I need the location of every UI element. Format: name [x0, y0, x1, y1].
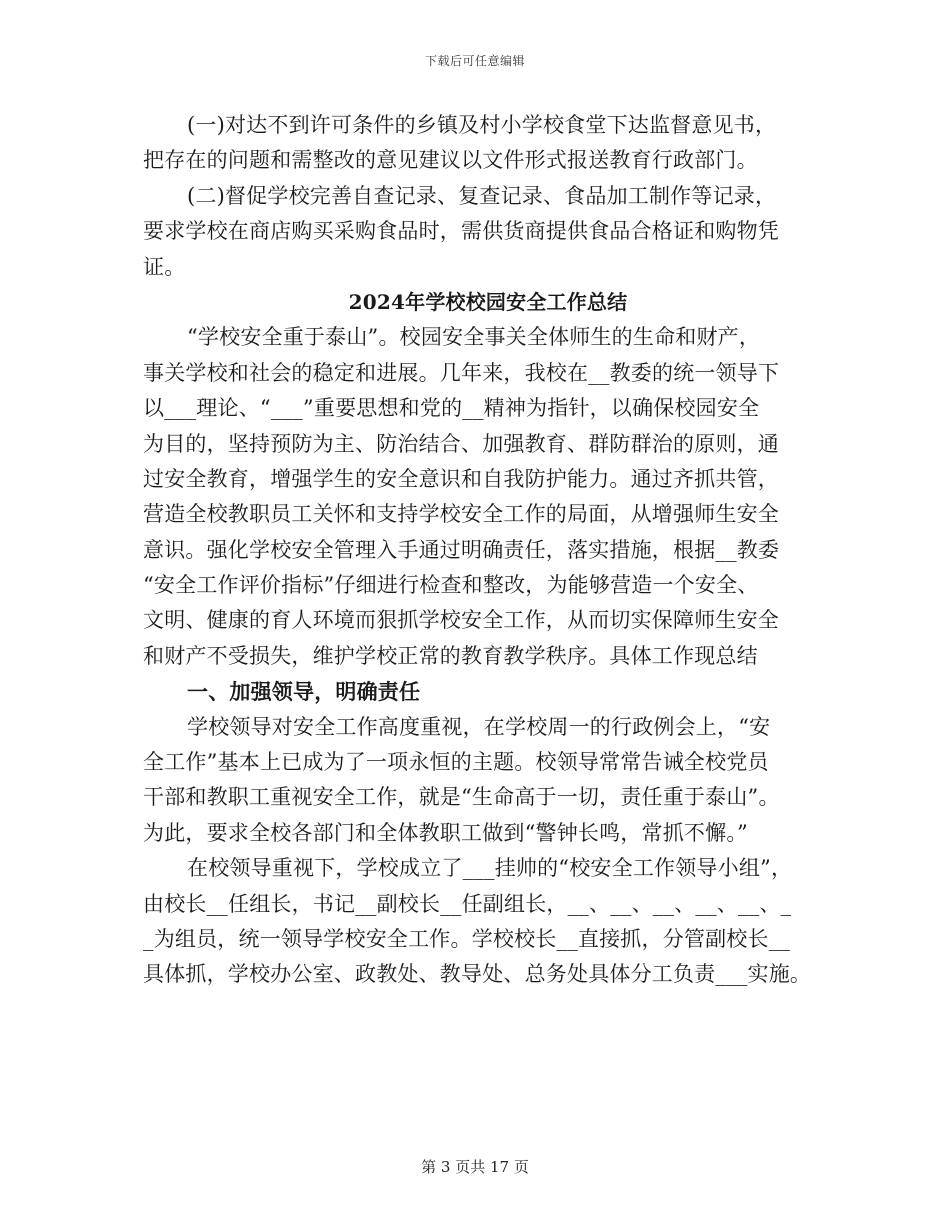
paragraph-line: 证。 [143, 254, 186, 279]
section-heading: 一、加强领导，明确责任 [187, 679, 421, 705]
paragraph-line: 过安全教育，增强学生的安全意识和自我防护能力。通过齐抓共管， [143, 466, 779, 491]
paragraph-line: 在校领导重视下，学校成立了___挂帅的“校安全工作领导小组”， [187, 856, 793, 881]
page-footer: 第 3 页共 17 页 [421, 1158, 529, 1176]
paragraph-line: _为组员，统一领导学校安全工作。学校校长__直接抓，分管副校长__ [143, 926, 791, 951]
paragraph-line: 以___理论、“___”重要思想和党的__精神为指针，以确保校园安全 [143, 396, 760, 421]
paragraph-line: 干部和教职工重视安全工作，就是“生命高于一切，责任重于泰山”。 [143, 785, 780, 810]
paragraph-line: 要求学校在商店购买采购食品时，需供货商提供食品合格证和购物凭 [143, 219, 779, 244]
page-header: 下载后可任意编辑 [424, 54, 525, 68]
paragraph-line: “安全工作评价指标”仔细进行检查和整改，为能够营造一个安全、 [143, 573, 759, 598]
paragraph-line: 营造全校教职员工关怀和支持学校安全工作的局面，从增强师生安全 [143, 502, 779, 527]
paragraph-line: 全工作”基本上已成为了一项永恒的主题。校领导常常告诫全校党员 [143, 750, 769, 775]
paragraph-line: 把存在的问题和需整改的意见建议以文件形式报送教育行政部门。 [143, 148, 758, 173]
paragraph-line: “学校安全重于泰山”。校园安全事关全体师生的生命和财产， [187, 325, 761, 350]
paragraph-line: (一)对达不到许可条件的乡镇及村小学校食堂下达监督意见书， [187, 113, 777, 137]
paragraph-line: 具体抓，学校办公室、政教处、教导处、总务处具体分工负责___实施。 [143, 962, 812, 987]
document-body [143, 108, 833, 993]
paragraph-line: 为目的，坚持预防为主、防治结合、加强教育、群防群治的原则，通 [143, 431, 779, 456]
paragraph-line: (二)督促学校完善自查记录、复查记录、食品加工制作等记录， [187, 183, 777, 208]
paragraph-line: 文明、健康的育人环境而狠抓学校安全工作，从而切实保障师生安全 [143, 608, 779, 633]
paragraph-line: 学校领导对安全工作高度重视，在学校周一的行政例会上，“安 [187, 714, 771, 739]
paragraph-line: 由校长__任组长，书记__副校长__任副组长，__、__、__、__、__、_ [143, 891, 792, 916]
document-title: 2024年学校校园安全工作总结 [348, 289, 628, 314]
paragraph-line: 和财产不受损失，维护学校正常的教育教学秩序。具体工作现总结 [143, 643, 758, 668]
paragraph-line: 事关学校和社会的稳定和进展。几年来，我校在__教委的统一领导下 [143, 360, 780, 385]
paragraph-line: 意识。强化学校安全管理入手通过明确责任，落实措施，根据__教委 [143, 537, 780, 562]
paragraph-line: 为此，要求全校各部门和全体教职工做到“警钟长鸣，常抓不懈。” [143, 820, 748, 845]
